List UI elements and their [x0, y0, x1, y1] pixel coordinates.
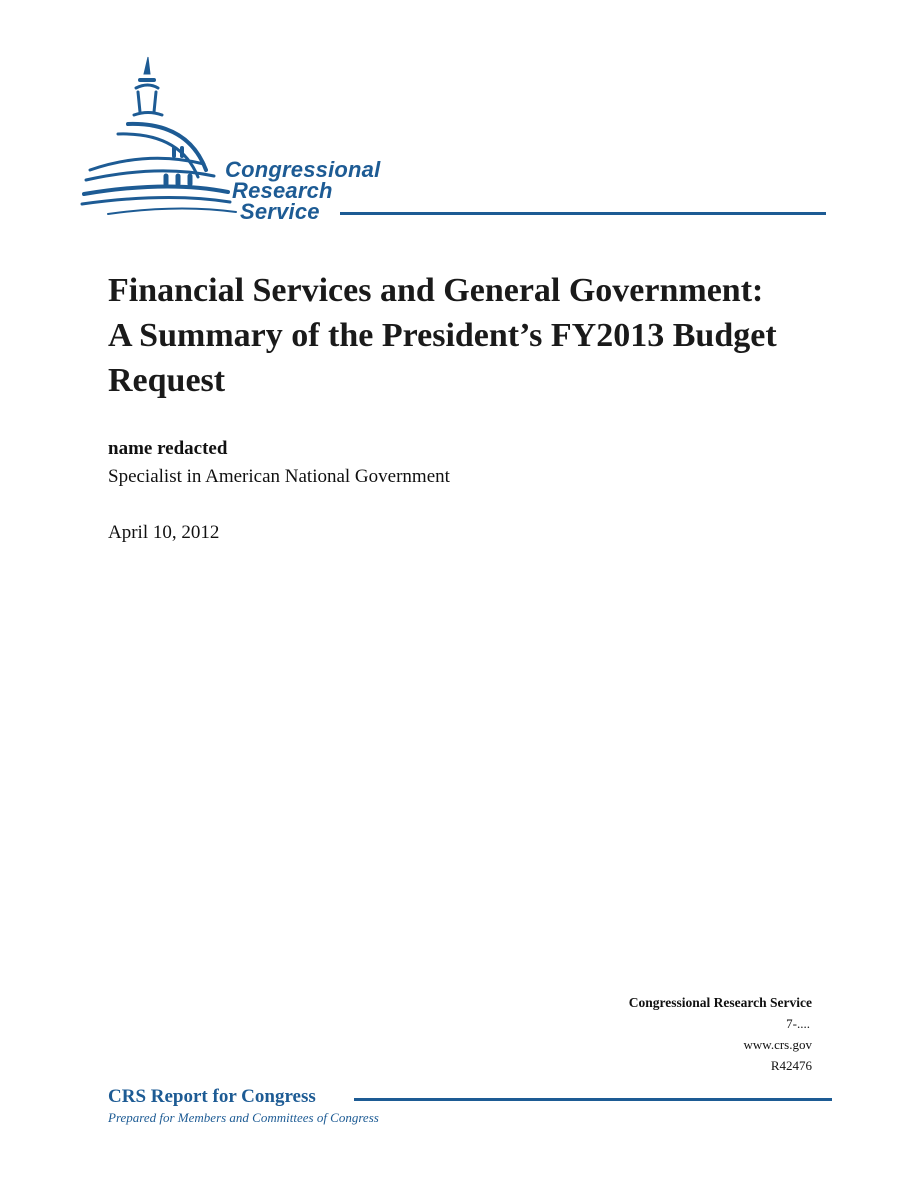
report-title-line-3: Request	[108, 362, 226, 399]
footer-rule	[354, 1098, 832, 1101]
logo-rule	[340, 212, 826, 215]
footer-heading: CRS Report for Congress	[108, 1086, 316, 1107]
publisher-info	[629, 992, 812, 1076]
logo-text-research: Research	[232, 178, 333, 203]
report-date: April 10, 2012	[108, 522, 220, 543]
logo-text-congressional: Congressional	[225, 157, 381, 182]
report-title	[108, 268, 828, 403]
logo-text-service: Service	[240, 199, 320, 224]
publisher-website[interactable]: www.crs.gov	[743, 1037, 812, 1052]
publisher-phone: 7-....	[786, 1016, 810, 1031]
footer-subheading: Prepared for Members and Committees of Congress	[108, 1110, 379, 1125]
report-title-line-2: A Summary of the President’s FY2013 Budget	[108, 317, 777, 354]
publisher-org: Congressional Research Service	[628, 995, 812, 1010]
crs-capitol-dome-logo	[78, 52, 838, 227]
author-name: name redacted	[108, 438, 228, 459]
report-number: R42476	[770, 1058, 812, 1073]
author-role: Specialist in American National Government	[108, 466, 450, 487]
report-title-line-1: Financial Services and General Government:	[108, 272, 764, 309]
